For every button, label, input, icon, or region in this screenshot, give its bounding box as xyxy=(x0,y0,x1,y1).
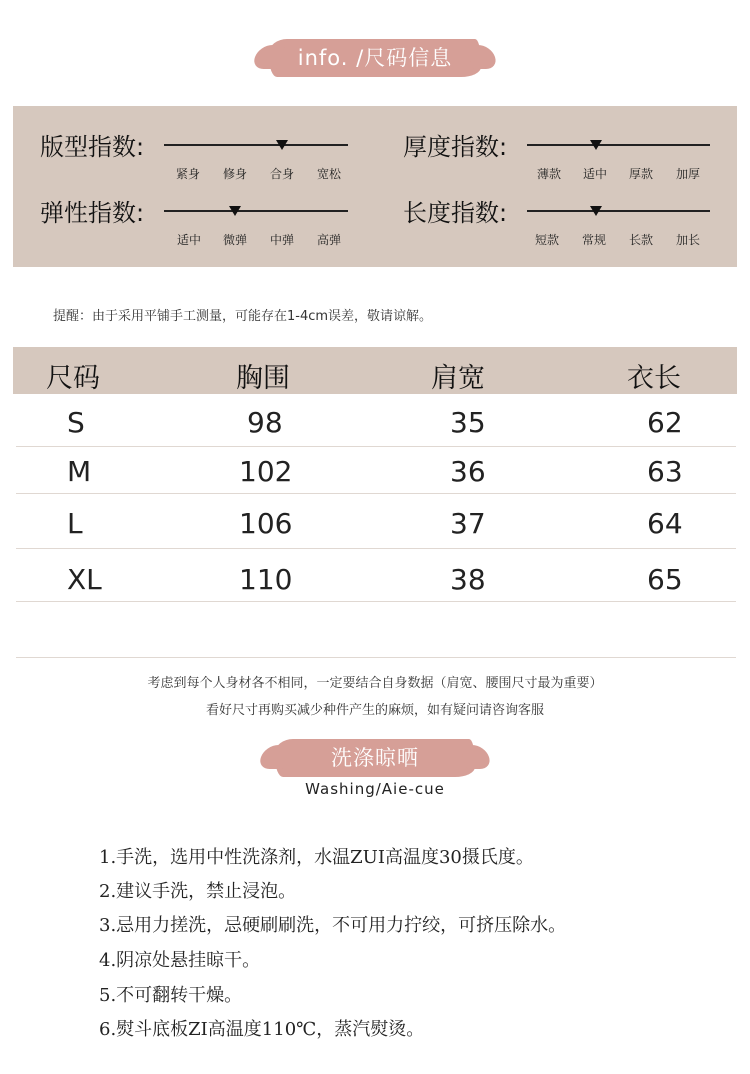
wash-instruction: 1.手洗，选用中性洗涤剂，水温ZUI高温度30摄氏度。 xyxy=(99,847,534,868)
length-option: 短款 xyxy=(535,233,560,247)
stretch-option: 中弹 xyxy=(270,233,295,247)
thickness-index-marker xyxy=(590,140,602,150)
cell-length: 62 xyxy=(647,406,683,439)
cell-chest: 110 xyxy=(239,563,293,596)
wash-instruction: 6.熨斗底板ZI高温度110℃，蒸汽熨烫。 xyxy=(99,1019,425,1040)
stretch-index-label: 弹性指数: xyxy=(40,199,145,227)
stretch-option: 微弹 xyxy=(223,233,248,247)
cell-shoulder: 35 xyxy=(450,406,486,439)
cell-shoulder: 36 xyxy=(450,455,486,488)
header-shoulder: 肩宽 xyxy=(431,363,485,394)
cell-chest: 102 xyxy=(239,455,293,488)
cell-chest: 98 xyxy=(247,406,283,439)
header-size: 尺码 xyxy=(46,363,100,394)
fit-option: 紧身 xyxy=(176,167,201,181)
stretch-option: 高弹 xyxy=(317,233,342,247)
thickness-index-label: 厚度指数: xyxy=(403,133,508,161)
table-bottom-divider xyxy=(16,657,736,658)
row-divider xyxy=(16,446,736,447)
cell-size: L xyxy=(67,507,83,540)
row-divider xyxy=(16,493,736,494)
washing-banner xyxy=(275,739,475,777)
fit-index-scale xyxy=(164,144,348,146)
length-option: 长款 xyxy=(629,233,654,247)
fit-option: 修身 xyxy=(223,167,248,181)
fit-option: 合身 xyxy=(270,167,295,181)
thickness-index-scale xyxy=(527,144,710,146)
wash-instruction: 5.不可翻转干燥。 xyxy=(99,985,243,1006)
thickness-option: 薄款 xyxy=(537,167,562,181)
washing-title: 洗涤晾晒 xyxy=(331,746,419,770)
cell-size: XL xyxy=(67,563,102,596)
stretch-index-marker xyxy=(229,206,241,216)
size-info-banner xyxy=(269,39,481,77)
header-length: 衣长 xyxy=(627,363,681,394)
stretch-option: 适中 xyxy=(177,233,202,247)
wash-instruction: 4.阴凉处悬挂晾干。 xyxy=(99,950,261,971)
size-tip-line-2: 看好尺寸再购买减少种件产生的麻烦，如有疑问请咨询客服 xyxy=(205,703,544,718)
stretch-index-scale xyxy=(164,210,348,212)
row-divider xyxy=(16,548,736,549)
header-chest: 胸围 xyxy=(236,363,290,394)
cell-size: S xyxy=(67,406,85,439)
cell-length: 65 xyxy=(647,563,683,596)
size-info-title: info. /尺码信息 xyxy=(297,46,453,70)
fit-index-label: 版型指数: xyxy=(40,133,145,161)
wash-instruction: 3.忌用力搓洗，忌硬刷刷洗，不可用力拧绞，可挤压除水。 xyxy=(99,915,567,936)
size-tip-line-1: 考虑到每个人身材各不相同，一定要结合自身数据（肩宽、腰围尺寸最为重要） xyxy=(147,676,603,691)
cell-shoulder: 37 xyxy=(450,507,486,540)
fit-index-marker xyxy=(276,140,288,150)
cell-length: 64 xyxy=(647,507,683,540)
cell-shoulder: 38 xyxy=(450,563,486,596)
fit-option: 宽松 xyxy=(317,167,342,181)
thickness-option: 加厚 xyxy=(676,167,701,181)
wash-instruction: 2.建议手洗，禁止浸泡。 xyxy=(99,881,297,902)
measurement-note: 提醒：由于采用平铺手工测量，可能存在1-4cm误差，敬请谅解。 xyxy=(53,309,433,324)
length-index-label: 长度指数: xyxy=(403,199,508,227)
cell-chest: 106 xyxy=(239,507,293,540)
row-divider xyxy=(16,601,736,602)
washing-subtitle: Washing/Aie-cue xyxy=(305,780,445,798)
cell-size: M xyxy=(67,455,92,488)
length-index-marker xyxy=(590,206,602,216)
thickness-option: 适中 xyxy=(583,167,608,181)
length-option: 常规 xyxy=(582,233,607,247)
length-index-scale xyxy=(527,210,710,212)
length-option: 加长 xyxy=(676,233,701,247)
thickness-option: 厚款 xyxy=(629,167,654,181)
cell-length: 63 xyxy=(647,455,683,488)
